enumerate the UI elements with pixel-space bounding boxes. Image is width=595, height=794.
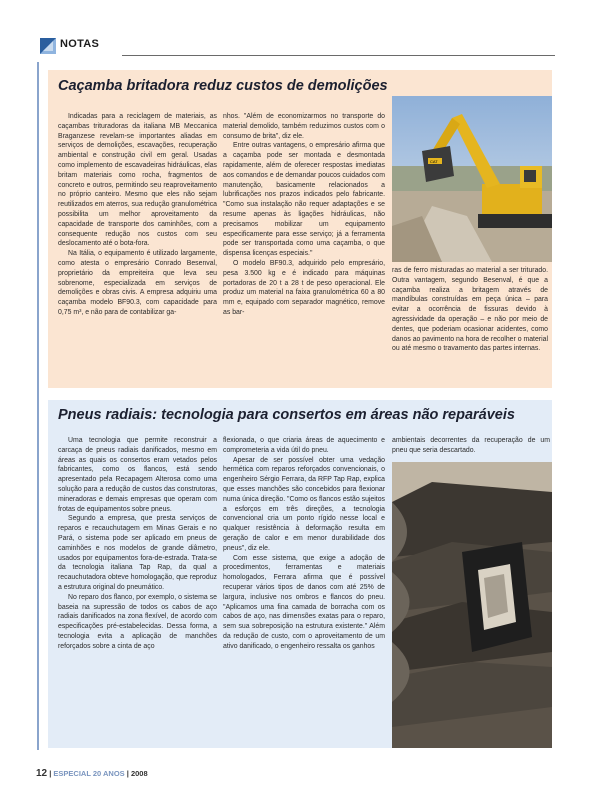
article1-col3-p1: ras de ferro misturadas ao material a ser triturado. Outra vantagem, segundo Besenval, é que a caçamba realiza a britagem através de mandíbulas construídas em peça única – para evitar a ocorrência de fissuras devido à agressividade da operação – e não por meio de dentes, que poderiam ocasionar acidentes, como danos ao pavimento na hora de recolher o material ou até mesmo o travamento das partes internas. xyxy=(392,267,548,353)
article2-col2-p1: flexionada, o que criaria áreas de aquecimento e comprometeria a vida útil do pneu. xyxy=(223,437,385,454)
article2-title: Pneus radiais: tecnologia para consertos em áreas não reparáveis xyxy=(58,407,515,423)
article2-col2-p3: Com esse sistema, que exige a adoção de procedimentos, ferramentas e materiais homologados, Ferrara afirma que é possível recuperar vários tipos de danos com até 25% de largura, inclusive nos ombros e flancos do pneu. "Aplicamos uma fina camada de borracha com os cabos de aço, nas dimensões exatas para o reparo, sem sua sobreposição na estrutura existente." Além da redução de custo, com o aproveitamento de um ativo danificado, o engenheiro ressalta os ganhos xyxy=(223,554,385,650)
article1-col1 xyxy=(58,112,217,318)
article2-col2-p2: Apesar de ser possível obter uma vedação hermética com reparos reforçados convencionais, o engenheiro Sérgio Ferrara, da RFP Tap Rap, explica que esses manchões são concebidos para flexionar numa única direção. "Como os flancos estão sujeitos a esforços em três direções, a tecnologia convencional cria um ponto rígido nesse local e qualquer resistência à deformação resulta em geração de calor e em menor durabilidade dos pneus", diz ele. xyxy=(223,456,385,552)
article1-col2-p1: nhos. "Além de economizarmos no transporte do material demolido, também reduzimos custos com o consumo de brita", diz ele. xyxy=(223,113,385,140)
article2-col1-p1: Uma tecnologia que permite reconstruir a carcaça de pneus radiais danificados, mesmo em áreas as quais os consertos eram vetados pelos fabricantes, como os flancos, está sendo apresentado pela Recapagem Alterosa como uma solução para a redução de custos das construtoras, mineradoras e demais empresas que operam com frotas de equipamentos sobre pneus. xyxy=(58,437,217,513)
page-footer: 12 | ESPECIAL 20 ANOS | 2008 xyxy=(36,768,148,779)
section-label: NOTAS xyxy=(60,38,100,50)
page-number: 12 xyxy=(36,768,48,779)
article1-col2-p2: Entre outras vantagens, o empresário afirma que a caçamba pode ser montada e desmontada rapidamente, além de oferecer respostas imediatas aos comandos e de demandar poucos cuidados com manutenção, basicamente relacionados a lubrificações nos prazos indicados pelo fabricante. "Como sua instalação não requer adaptações e se resume apenas às ligações hidráulicas, não precisamos mobilizar um equipamento especificamente para esse serviço; já a ferramenta pode ser transportada como uma caçamba, o que dispensa licenças especiais." xyxy=(223,142,385,258)
article1-col1-p1: Indicadas para a reciclagem de materiais, as caçambas trituradoras da italiana MB Meccanica Braganzese revelam-se importantes aliadas em serviços de demolições, escavações, recuperação ambiental e construção civil em geral. Usadas como implemento de escavadeiras hidráulicas, elas britam materiais como rocha, fragmentos de concreto e outros, permitindo seu reaproveitamento no próprio canteiro. Mesmo que eles não sejam reutilizados em aterros, sua redução granulométrica possibilita um melhor aproveitamento da capacidade de transporte dos caminhões, com a consequente redução nos custos com seu deslocamento até o bota-fora. xyxy=(58,113,217,248)
article1-col2-p3: O modelo BF90.3, adquirido pelo empresário, pesa 3.500 kg e é indicado para máquinas portadoras de 20 t a 28 t de peso operacional. Ele produz um material na faixa granulométrica 60 a 80 mm e, equipado com separador magnético, remove as bar- xyxy=(223,259,385,316)
article1-col2 xyxy=(223,112,385,318)
header-rule xyxy=(122,55,555,56)
notas-logo-icon xyxy=(40,38,56,54)
article2-col2 xyxy=(223,436,385,652)
year-label: 2008 xyxy=(130,769,148,778)
svg-text:CAT: CAT xyxy=(430,159,438,164)
tire-repair-photo xyxy=(392,462,552,748)
article2-col1 xyxy=(58,436,217,652)
article2-col3-p1: ambientais decorrentes da recuperação de um pneu que seria descartado. xyxy=(392,437,550,454)
article2-col3 xyxy=(392,436,550,456)
article2-col1-p3: No reparo dos flanco, por exemplo, o sistema se baseia na supressão de todos os cabos de aço radiais danificados na zona flexível, de acordo com especificações pré-estabelecidas. Dessa forma, a tecnologia evita a aplicação de manchões reforçados sobre a cinta de aço xyxy=(58,593,217,650)
article2-col1-p2: Segundo a empresa, que presta serviços de reparos e recauchutagem em Minas Gerais e no Pará, o sistema pode ser aplicado em pneus de caminhões e nos modelos de grande diâmetro, usados por equipamentos fora-de-estrada. Trata-se da tecnologia italiana Tap Rap, da qual a recauchutadora obteve homologação, que reproduz a estrutura original do pneumático. xyxy=(58,515,217,591)
edition-label: ESPECIAL 20 ANOS xyxy=(53,769,125,778)
section-header xyxy=(40,34,555,58)
article1-col3 xyxy=(392,266,548,354)
article1-col1-p2: Na Itália, o equipamento é utilizado largamente, como atesta o empresário Conrado Besenval, proprietário da empreiteira que leva seu sobrenome, especializada em serviços de demolições e obras civis. A empresa adquiriu uma caçamba modelo BF90.3, com capacidade para 0,75 m³, e não para de contabilizar ga- xyxy=(58,250,217,316)
article1-title: Caçamba britadora reduz custos de demolições xyxy=(58,78,388,94)
excavator-crusher-photo xyxy=(392,96,552,262)
left-accent-bar xyxy=(37,62,39,750)
